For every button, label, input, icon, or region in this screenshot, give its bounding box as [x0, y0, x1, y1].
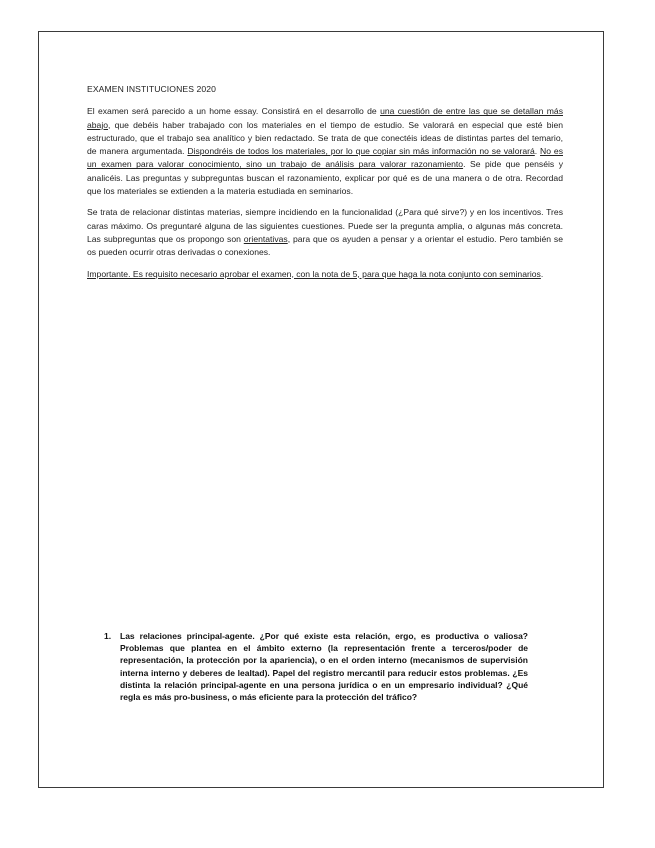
- list-item-text: Las relaciones principal-agente. ¿Por qué existe esta relación, ergo, es productiva o valiosa? Problemas que plantea en el ámbito externo (la representación frente a terceros/poder de representación, la protección por la apariencia), o en el orden interno (mecanismos de supervisión interna interno y deberes de lealtad). Papel del registro mercantil para reducir estos problemas. ¿Es distinta la relación principal-agente en una persona jurídica o en un empresario individual? ¿Qué regla es más pro-business, o más eficiente para la protección del tráfico?: [120, 631, 528, 703]
- underlined-text: No es un examen para valorar conocimiento, sino un trabajo de análisis para valorar razonamiento: [87, 146, 563, 170]
- text-run: .: [540, 268, 544, 279]
- list-item-number: 1.: [104, 631, 112, 641]
- text-run: Se trata de relacionar distintas materias, siempre incidiendo en la funcionalidad (¿Para qué sirve?) y en los incentivos. Tres caras máximo. Os preguntaré alguna de las siguientes cuestiones. Puede ser la pregunta amplia, o algunas más concreta. Las subpreguntas que os propongo son: [87, 207, 563, 244]
- text-run: .: [534, 146, 541, 157]
- underlined-text: orientativas: [243, 233, 288, 244]
- paragraph-exam-scope: [87, 206, 563, 259]
- underlined-text: Dispondréis de todos los materiales, por lo que copiar sin más información no se valorará: [187, 146, 535, 157]
- document-page: [38, 31, 604, 788]
- list-item: [104, 630, 528, 703]
- underlined-text: Importante. Es requisito necesario aprobar el examen, con la nota de 5, para que haga la nota conjunto con seminarios: [87, 268, 541, 279]
- question-list: [104, 630, 528, 703]
- text-run: , para que os ayuden a pensar y a orientar el estudio. Pero también se os pueden ocurrir otras derivadas o conexiones.: [87, 233, 563, 258]
- paragraph-exam-format: [87, 105, 563, 198]
- underlined-text: una cuestión de entre las que se detallan más abajo: [87, 106, 563, 130]
- document-body: [87, 83, 563, 289]
- text-run: . Se pide que penséis y analicéis. Las preguntas y subpreguntas buscan el razonamiento, explicar por qué es de una manera o de otra. Recordad que los materiales se extienden a la materia estudiada en seminarios.: [87, 159, 563, 197]
- text-run: , que debéis haber trabajado con los materiales en el tiempo de estudio. Se valorará en especial que esté bien estructurado, que el trabajo sea analítico y bien redactado. Se trata de que conectéis ideas de distintas partes del temario, de manera argumentada.: [87, 119, 563, 157]
- document-heading: EXAMEN INSTITUCIONES 2020: [87, 84, 217, 94]
- paragraph-important-note: [87, 268, 563, 281]
- text-run: El examen será parecido a un home essay. Consistirá en el desarrollo de: [87, 106, 381, 117]
